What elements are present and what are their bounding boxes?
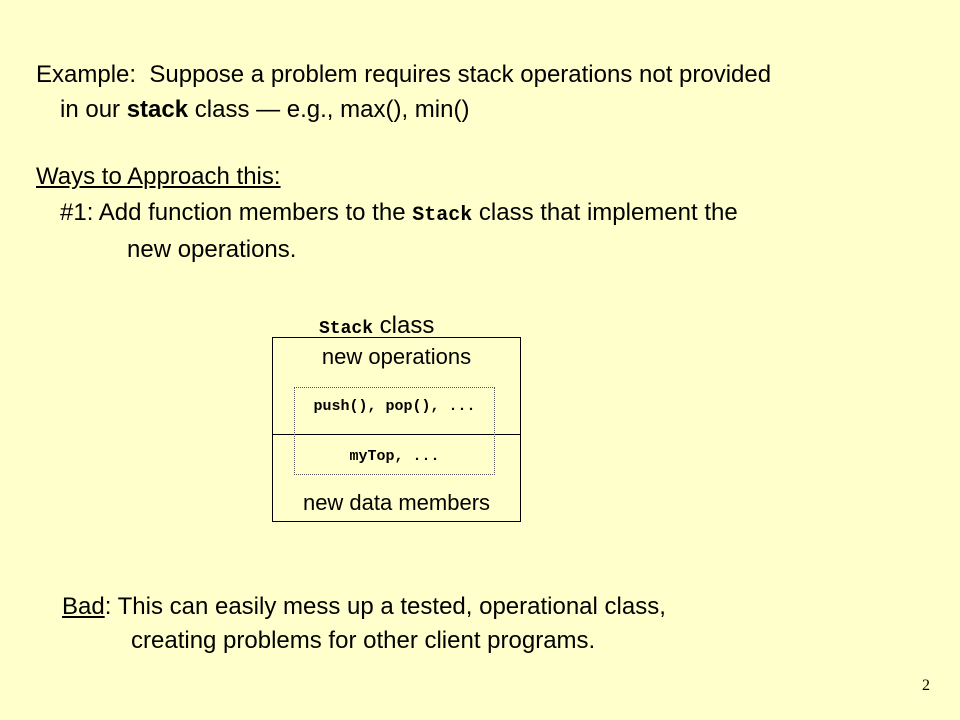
diagram-title-code: Stack [319,319,374,339]
option-1-line-2: new operations. [127,236,297,263]
stack-keyword: stack [126,96,189,123]
intro-line-1 [36,60,771,90]
option-1-line-1 [60,198,738,231]
bad-line-2: creating problems for other client programs. [131,627,596,654]
intro-text-2-pre: in our [60,96,127,123]
diagram-title-text: class [373,312,435,339]
new-data-members-label: new data members [302,490,491,515]
page-number: 2 [922,677,930,694]
intro-line-2 [60,95,469,125]
bad-line-1 [62,592,666,622]
option-1-pre: #1: Add function members to the [60,199,413,226]
intro-text-2-post: class — e.g., max(), min() [188,96,470,123]
example-label: Example: [36,61,137,88]
option-1-code: Stack [412,204,473,227]
bad-text-1: : This can easily mess up a tested, operational class, [104,593,666,620]
data-members-list: myTop, ... [349,448,440,465]
intro-text-1: Suppose a problem requires stack operations not provided [149,61,772,88]
ways-heading: Ways to Approach this: [36,163,281,190]
operations-list: push(), pop(), ... [313,398,476,415]
new-operations-label: new operations [321,344,472,369]
option-1-post: class that implement the [472,199,738,226]
bad-label: Bad [62,593,105,620]
